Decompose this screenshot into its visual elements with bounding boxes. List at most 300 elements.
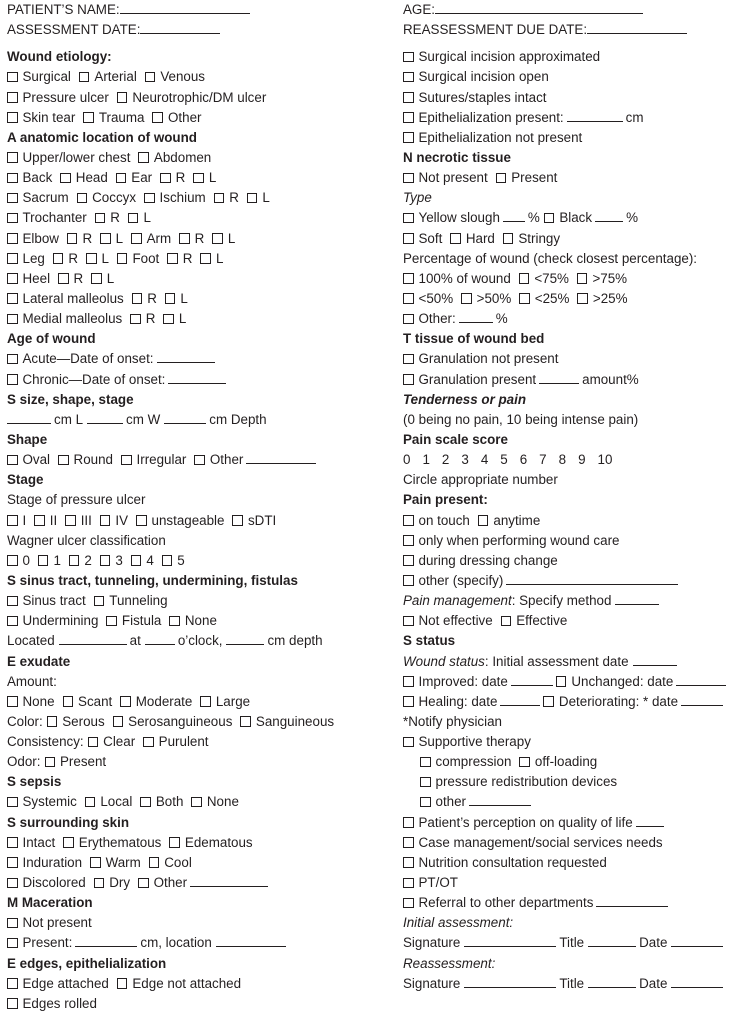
- checkbox-option-fistula[interactable]: [106, 613, 161, 628]
- checkbox-icon[interactable]: [7, 314, 18, 325]
- checkbox-icon[interactable]: [7, 696, 18, 707]
- checkbox-icon[interactable]: [7, 616, 18, 627]
- checkbox-icon[interactable]: [86, 253, 97, 264]
- checkbox-option-l[interactable]: [128, 210, 151, 225]
- checkbox-option-arterial[interactable]: [79, 69, 137, 84]
- checkbox-option-patient-s-perception-on-quality-of-life[interactable]: [403, 815, 633, 830]
- checkbox-option-r[interactable]: [214, 190, 239, 205]
- blank-line[interactable]: [588, 975, 636, 988]
- checkbox-icon[interactable]: [403, 72, 414, 83]
- checkbox-icon[interactable]: [232, 515, 243, 526]
- checkbox-option-present[interactable]: [45, 754, 107, 769]
- checkbox-icon[interactable]: [544, 213, 555, 224]
- checkbox-option-r[interactable]: [167, 251, 192, 266]
- checkbox-icon[interactable]: [403, 374, 414, 385]
- checkbox-icon[interactable]: [556, 676, 567, 687]
- checkbox-icon[interactable]: [132, 293, 143, 304]
- blank-line[interactable]: [87, 411, 123, 424]
- checkbox-option-sanguineous[interactable]: [240, 714, 334, 729]
- checkbox-option-neurotrophic-dm-ulcer[interactable]: [117, 90, 266, 105]
- checkbox-icon[interactable]: [7, 193, 18, 204]
- checkbox-option-only-when-performing-wound-care[interactable]: [403, 533, 619, 548]
- checkbox-icon[interactable]: [403, 837, 414, 848]
- checkbox-option-ear[interactable]: [116, 170, 152, 185]
- checkbox-icon[interactable]: [403, 233, 414, 244]
- checkbox-icon[interactable]: [144, 193, 155, 204]
- checkbox-icon[interactable]: [519, 293, 530, 304]
- checkbox-icon[interactable]: [403, 817, 414, 828]
- checkbox-icon[interactable]: [7, 555, 18, 566]
- checkbox-option-other[interactable]: [138, 875, 187, 890]
- checkbox-icon[interactable]: [194, 455, 205, 466]
- checkbox-option-induration[interactable]: [7, 855, 82, 870]
- checkbox-option-surgical-incision-open[interactable]: [403, 69, 549, 84]
- checkbox-icon[interactable]: [7, 918, 18, 929]
- blank-line[interactable]: [587, 21, 687, 34]
- checkbox-icon[interactable]: [47, 716, 58, 727]
- checkbox-icon[interactable]: [160, 173, 171, 184]
- checkbox-option-supportive-therapy[interactable]: [403, 734, 531, 749]
- checkbox-icon[interactable]: [7, 998, 18, 1009]
- checkbox-option-5[interactable]: [162, 553, 185, 568]
- checkbox-option-venous[interactable]: [145, 69, 205, 84]
- checkbox-icon[interactable]: [403, 878, 414, 889]
- checkbox-icon[interactable]: [403, 515, 414, 526]
- checkbox-icon[interactable]: [503, 233, 514, 244]
- checkbox-option-edge-attached[interactable]: [7, 976, 109, 991]
- checkbox-icon[interactable]: [138, 878, 149, 889]
- checkbox-icon[interactable]: [7, 878, 18, 889]
- checkbox-option-serosanguineous[interactable]: [113, 714, 233, 729]
- checkbox-icon[interactable]: [128, 213, 139, 224]
- checkbox-option-l[interactable]: [91, 271, 114, 286]
- checkbox-option-unstageable[interactable]: [136, 513, 224, 528]
- checkbox-option-trauma[interactable]: [83, 110, 144, 125]
- checkbox-option-effective[interactable]: [501, 613, 568, 628]
- checkbox-option-2[interactable]: [69, 553, 92, 568]
- checkbox-icon[interactable]: [403, 213, 414, 224]
- checkbox-option-not-present[interactable]: [403, 170, 488, 185]
- checkbox-option-not-present[interactable]: [7, 915, 92, 930]
- checkbox-option-compression[interactable]: [420, 754, 511, 769]
- checkbox-option-erythematous[interactable]: [63, 835, 161, 850]
- checkbox-option-present[interactable]: [496, 170, 558, 185]
- blank-line[interactable]: [469, 793, 531, 806]
- checkbox-option-intact[interactable]: [7, 835, 55, 850]
- checkbox-option-other[interactable]: [420, 794, 466, 809]
- checkbox-icon[interactable]: [403, 555, 414, 566]
- pain-scale-value[interactable]: 5: [500, 452, 508, 468]
- checkbox-icon[interactable]: [577, 273, 588, 284]
- checkbox-option-heel[interactable]: [7, 271, 50, 286]
- checkbox-option-back[interactable]: [7, 170, 52, 185]
- checkbox-icon[interactable]: [200, 696, 211, 707]
- checkbox-option-25[interactable]: [577, 291, 627, 306]
- checkbox-icon[interactable]: [113, 716, 124, 727]
- checkbox-icon[interactable]: [138, 152, 149, 163]
- checkbox-icon[interactable]: [403, 616, 414, 627]
- checkbox-icon[interactable]: [136, 515, 147, 526]
- checkbox-icon[interactable]: [7, 213, 18, 224]
- checkbox-icon[interactable]: [45, 757, 56, 768]
- checkbox-option-sutures-staples-intact[interactable]: [403, 90, 547, 105]
- checkbox-icon[interactable]: [94, 596, 105, 607]
- checkbox-icon[interactable]: [69, 555, 80, 566]
- checkbox-icon[interactable]: [152, 112, 163, 123]
- checkbox-icon[interactable]: [94, 878, 105, 889]
- checkbox-option-healing-date[interactable]: [403, 694, 497, 709]
- checkbox-icon[interactable]: [403, 676, 414, 687]
- checkbox-option-ischium[interactable]: [144, 190, 206, 205]
- checkbox-icon[interactable]: [91, 273, 102, 284]
- checkbox-icon[interactable]: [420, 757, 431, 768]
- checkbox-option-not-effective[interactable]: [403, 613, 493, 628]
- checkbox-icon[interactable]: [403, 535, 414, 546]
- checkbox-option-soft[interactable]: [403, 231, 442, 246]
- checkbox-option-4[interactable]: [131, 553, 154, 568]
- checkbox-icon[interactable]: [214, 193, 225, 204]
- checkbox-option-ii[interactable]: [34, 513, 57, 528]
- checkbox-icon[interactable]: [169, 616, 180, 627]
- checkbox-option-acute-date-of-onset[interactable]: [7, 351, 154, 366]
- checkbox-icon[interactable]: [403, 52, 414, 63]
- checkbox-icon[interactable]: [120, 696, 131, 707]
- checkbox-icon[interactable]: [179, 233, 190, 244]
- checkbox-option-anytime[interactable]: [478, 513, 540, 528]
- checkbox-icon[interactable]: [83, 112, 94, 123]
- pain-scale-value[interactable]: 3: [461, 452, 469, 468]
- checkbox-option-tunneling[interactable]: [94, 593, 168, 608]
- blank-line[interactable]: [75, 934, 137, 947]
- checkbox-option-large[interactable]: [200, 694, 250, 709]
- checkbox-icon[interactable]: [501, 616, 512, 627]
- checkbox-icon[interactable]: [100, 233, 111, 244]
- checkbox-icon[interactable]: [7, 253, 18, 264]
- checkbox-option-upper-lower-chest[interactable]: [7, 150, 130, 165]
- checkbox-option-arm[interactable]: [131, 231, 171, 246]
- checkbox-option-epithelialization-not-present[interactable]: [403, 130, 582, 145]
- checkbox-option-edge-not-attached[interactable]: [117, 976, 241, 991]
- checkbox-option-case-management-social-services-needs[interactable]: [403, 835, 663, 850]
- checkbox-option-1[interactable]: [38, 553, 61, 568]
- checkbox-icon[interactable]: [7, 173, 18, 184]
- blank-line[interactable]: [246, 451, 316, 464]
- pain-scale-value[interactable]: 10: [597, 452, 613, 468]
- checkbox-icon[interactable]: [403, 857, 414, 868]
- pain-scale-value[interactable]: 7: [539, 452, 547, 468]
- checkbox-icon[interactable]: [7, 978, 18, 989]
- checkbox-icon[interactable]: [90, 857, 101, 868]
- checkbox-icon[interactable]: [7, 797, 18, 808]
- checkbox-icon[interactable]: [38, 555, 49, 566]
- checkbox-option-r[interactable]: [53, 251, 78, 266]
- checkbox-icon[interactable]: [145, 72, 156, 83]
- blank-line[interactable]: [59, 632, 127, 645]
- checkbox-option-other[interactable]: [403, 311, 456, 326]
- checkbox-option-other[interactable]: [152, 110, 201, 125]
- pain-scale-value[interactable]: 8: [558, 452, 567, 468]
- checkbox-icon[interactable]: [100, 515, 111, 526]
- blank-line[interactable]: [226, 632, 264, 645]
- checkbox-option-pressure-redistribution-devices[interactable]: [420, 774, 617, 789]
- checkbox-icon[interactable]: [212, 233, 223, 244]
- checkbox-icon[interactable]: [163, 314, 174, 325]
- checkbox-option-0[interactable]: [7, 553, 30, 568]
- checkbox-option-i[interactable]: [7, 513, 26, 528]
- checkbox-option-none[interactable]: [191, 794, 239, 809]
- blank-line[interactable]: [464, 934, 556, 947]
- checkbox-icon[interactable]: [100, 555, 111, 566]
- blank-line[interactable]: [120, 1, 250, 14]
- checkbox-option-serous[interactable]: [47, 714, 105, 729]
- checkbox-icon[interactable]: [85, 797, 96, 808]
- checkbox-option-l[interactable]: [247, 190, 270, 205]
- blank-line[interactable]: [140, 21, 220, 34]
- pain-scale-value[interactable]: 4: [480, 452, 489, 468]
- checkbox-option-deteriorating-date[interactable]: [543, 694, 678, 709]
- checkbox-icon[interactable]: [53, 253, 64, 264]
- blank-line[interactable]: [435, 1, 643, 14]
- checkbox-icon[interactable]: [131, 555, 142, 566]
- checkbox-option-l[interactable]: [165, 291, 188, 306]
- checkbox-option-foot[interactable]: [117, 251, 159, 266]
- checkbox-option-sinus-tract[interactable]: [7, 593, 86, 608]
- checkbox-option-granulation-not-present[interactable]: [403, 351, 558, 366]
- checkbox-option-pt-ot[interactable]: [403, 875, 458, 890]
- checkbox-icon[interactable]: [140, 797, 151, 808]
- checkbox-option-referral-to-other-departments[interactable]: [403, 895, 593, 910]
- blank-line[interactable]: [216, 934, 286, 947]
- checkbox-icon[interactable]: [403, 112, 414, 123]
- checkbox-option-l[interactable]: [212, 231, 235, 246]
- checkbox-icon[interactable]: [7, 152, 18, 163]
- checkbox-option-75[interactable]: [519, 271, 569, 286]
- checkbox-option-other[interactable]: [194, 452, 243, 467]
- checkbox-icon[interactable]: [519, 757, 530, 768]
- checkbox-icon[interactable]: [167, 253, 178, 264]
- checkbox-icon[interactable]: [403, 92, 414, 103]
- blank-line[interactable]: [596, 894, 668, 907]
- checkbox-option-head[interactable]: [60, 170, 108, 185]
- checkbox-icon[interactable]: [162, 555, 173, 566]
- checkbox-option-clear[interactable]: [88, 734, 136, 749]
- blank-line[interactable]: [164, 411, 206, 424]
- checkbox-option-elbow[interactable]: [7, 231, 59, 246]
- checkbox-option-abdomen[interactable]: [138, 150, 211, 165]
- checkbox-option-stringy[interactable]: [503, 231, 560, 246]
- checkbox-icon[interactable]: [403, 273, 414, 284]
- checkbox-icon[interactable]: [7, 515, 18, 526]
- blank-line[interactable]: [459, 310, 493, 323]
- blank-line[interactable]: [503, 209, 525, 222]
- checkbox-icon[interactable]: [143, 737, 154, 748]
- blank-line[interactable]: [168, 371, 226, 384]
- checkbox-icon[interactable]: [117, 92, 128, 103]
- checkbox-icon[interactable]: [130, 314, 141, 325]
- checkbox-option-off-loading[interactable]: [519, 754, 597, 769]
- checkbox-icon[interactable]: [7, 72, 18, 83]
- checkbox-icon[interactable]: [7, 293, 18, 304]
- checkbox-option-none[interactable]: [7, 694, 55, 709]
- checkbox-icon[interactable]: [131, 233, 142, 244]
- checkbox-icon[interactable]: [543, 696, 554, 707]
- blank-line[interactable]: [681, 693, 723, 706]
- checkbox-option-l[interactable]: [86, 251, 109, 266]
- checkbox-icon[interactable]: [121, 455, 132, 466]
- checkbox-option-yellow-slough[interactable]: [403, 210, 500, 225]
- checkbox-option-50[interactable]: [461, 291, 511, 306]
- checkbox-option-unchanged-date[interactable]: [556, 674, 674, 689]
- checkbox-icon[interactable]: [149, 857, 160, 868]
- checkbox-option-leg[interactable]: [7, 251, 45, 266]
- checkbox-icon[interactable]: [7, 837, 18, 848]
- checkbox-option-surgical-incision-approximated[interactable]: [403, 49, 600, 64]
- checkbox-option-oval[interactable]: [7, 452, 50, 467]
- checkbox-option-purulent[interactable]: [143, 734, 208, 749]
- checkbox-option-l[interactable]: [193, 170, 216, 185]
- checkbox-option-cool[interactable]: [149, 855, 192, 870]
- checkbox-option-edematous[interactable]: [169, 835, 252, 850]
- checkbox-icon[interactable]: [496, 173, 507, 184]
- checkbox-option-skin-tear[interactable]: [7, 110, 75, 125]
- blank-line[interactable]: [511, 673, 553, 686]
- checkbox-icon[interactable]: [247, 193, 258, 204]
- pain-scale-value[interactable]: 0: [403, 452, 411, 468]
- checkbox-icon[interactable]: [403, 173, 414, 184]
- blank-line[interactable]: [567, 109, 623, 122]
- checkbox-icon[interactable]: [403, 737, 414, 748]
- pain-scale-value[interactable]: 1: [422, 452, 430, 468]
- checkbox-icon[interactable]: [165, 293, 176, 304]
- checkbox-option-nutrition-consultation-requested[interactable]: [403, 855, 607, 870]
- checkbox-icon[interactable]: [191, 797, 202, 808]
- checkbox-icon[interactable]: [461, 293, 472, 304]
- checkbox-option-sacrum[interactable]: [7, 190, 69, 205]
- checkbox-icon[interactable]: [193, 173, 204, 184]
- checkbox-option-dry[interactable]: [94, 875, 130, 890]
- checkbox-icon[interactable]: [7, 596, 18, 607]
- checkbox-icon[interactable]: [519, 273, 530, 284]
- checkbox-icon[interactable]: [403, 314, 414, 325]
- checkbox-icon[interactable]: [58, 455, 69, 466]
- checkbox-option-improved-date[interactable]: [403, 674, 508, 689]
- checkbox-option-trochanter[interactable]: [7, 210, 87, 225]
- checkbox-option-local[interactable]: [85, 794, 133, 809]
- checkbox-icon[interactable]: [60, 173, 71, 184]
- checkbox-option-coccyx[interactable]: [77, 190, 136, 205]
- blank-line[interactable]: [636, 814, 664, 827]
- checkbox-option-warm[interactable]: [90, 855, 141, 870]
- checkbox-option-r[interactable]: [132, 291, 157, 306]
- checkbox-option-hard[interactable]: [450, 231, 495, 246]
- checkbox-icon[interactable]: [240, 716, 251, 727]
- checkbox-option-both[interactable]: [140, 794, 183, 809]
- checkbox-icon[interactable]: [577, 293, 588, 304]
- checkbox-option-r[interactable]: [95, 210, 120, 225]
- blank-line[interactable]: [464, 975, 556, 988]
- pain-scale-value[interactable]: 9: [578, 452, 586, 468]
- checkbox-icon[interactable]: [403, 898, 414, 909]
- checkbox-option-edges-rolled[interactable]: [7, 996, 97, 1011]
- checkbox-icon[interactable]: [7, 92, 18, 103]
- checkbox-option-pressure-ulcer[interactable]: [7, 90, 109, 105]
- checkbox-icon[interactable]: [403, 354, 414, 365]
- checkbox-option-50[interactable]: [403, 291, 453, 306]
- checkbox-icon[interactable]: [67, 233, 78, 244]
- checkbox-icon[interactable]: [63, 837, 74, 848]
- checkbox-option-medial-malleolus[interactable]: [7, 311, 122, 326]
- checkbox-option-l[interactable]: [100, 231, 123, 246]
- checkbox-icon[interactable]: [7, 233, 18, 244]
- checkbox-icon[interactable]: [450, 233, 461, 244]
- checkbox-icon[interactable]: [403, 293, 414, 304]
- checkbox-icon[interactable]: [116, 173, 127, 184]
- checkbox-icon[interactable]: [58, 273, 69, 284]
- blank-line[interactable]: [506, 572, 678, 585]
- checkbox-icon[interactable]: [420, 777, 431, 788]
- checkbox-option-irregular[interactable]: [121, 452, 186, 467]
- blank-line[interactable]: [633, 653, 677, 666]
- blank-line[interactable]: [615, 592, 659, 605]
- checkbox-icon[interactable]: [403, 132, 414, 143]
- blank-line[interactable]: [671, 975, 723, 988]
- checkbox-icon[interactable]: [95, 213, 106, 224]
- pain-scale-value[interactable]: 2: [441, 452, 450, 468]
- checkbox-icon[interactable]: [200, 253, 211, 264]
- checkbox-icon[interactable]: [63, 696, 74, 707]
- blank-line[interactable]: [676, 673, 726, 686]
- checkbox-option-surgical[interactable]: [7, 69, 71, 84]
- checkbox-icon[interactable]: [7, 938, 18, 949]
- checkbox-option-r[interactable]: [130, 311, 155, 326]
- checkbox-icon[interactable]: [79, 72, 90, 83]
- checkbox-icon[interactable]: [478, 515, 489, 526]
- blank-line[interactable]: [539, 371, 579, 384]
- checkbox-icon[interactable]: [34, 515, 45, 526]
- checkbox-icon[interactable]: [169, 837, 180, 848]
- checkbox-option-r[interactable]: [67, 231, 92, 246]
- checkbox-icon[interactable]: [117, 978, 128, 989]
- checkbox-option-systemic[interactable]: [7, 794, 77, 809]
- blank-line[interactable]: [157, 350, 215, 363]
- checkbox-option-other-specify[interactable]: [403, 573, 503, 588]
- checkbox-option-black[interactable]: [544, 210, 592, 225]
- blank-line[interactable]: [190, 874, 268, 887]
- checkbox-option-75[interactable]: [577, 271, 627, 286]
- checkbox-icon[interactable]: [7, 273, 18, 284]
- checkbox-icon[interactable]: [77, 193, 88, 204]
- checkbox-option-on-touch[interactable]: [403, 513, 470, 528]
- checkbox-icon[interactable]: [7, 455, 18, 466]
- checkbox-icon[interactable]: [420, 797, 431, 808]
- blank-line[interactable]: [500, 693, 540, 706]
- checkbox-icon[interactable]: [403, 575, 414, 586]
- checkbox-option-round[interactable]: [58, 452, 113, 467]
- checkbox-icon[interactable]: [117, 253, 128, 264]
- checkbox-option-25[interactable]: [519, 291, 569, 306]
- checkbox-icon[interactable]: [403, 696, 414, 707]
- checkbox-option-undermining[interactable]: [7, 613, 98, 628]
- checkbox-option-granulation-present[interactable]: [403, 372, 536, 387]
- checkbox-icon[interactable]: [65, 515, 76, 526]
- blank-line[interactable]: [145, 632, 175, 645]
- checkbox-option-3[interactable]: [100, 553, 123, 568]
- checkbox-option-discolored[interactable]: [7, 875, 86, 890]
- checkbox-option-lateral-malleolus[interactable]: [7, 291, 124, 306]
- checkbox-option-scant[interactable]: [63, 694, 113, 709]
- checkbox-option-iii[interactable]: [65, 513, 92, 528]
- blank-line[interactable]: [671, 934, 723, 947]
